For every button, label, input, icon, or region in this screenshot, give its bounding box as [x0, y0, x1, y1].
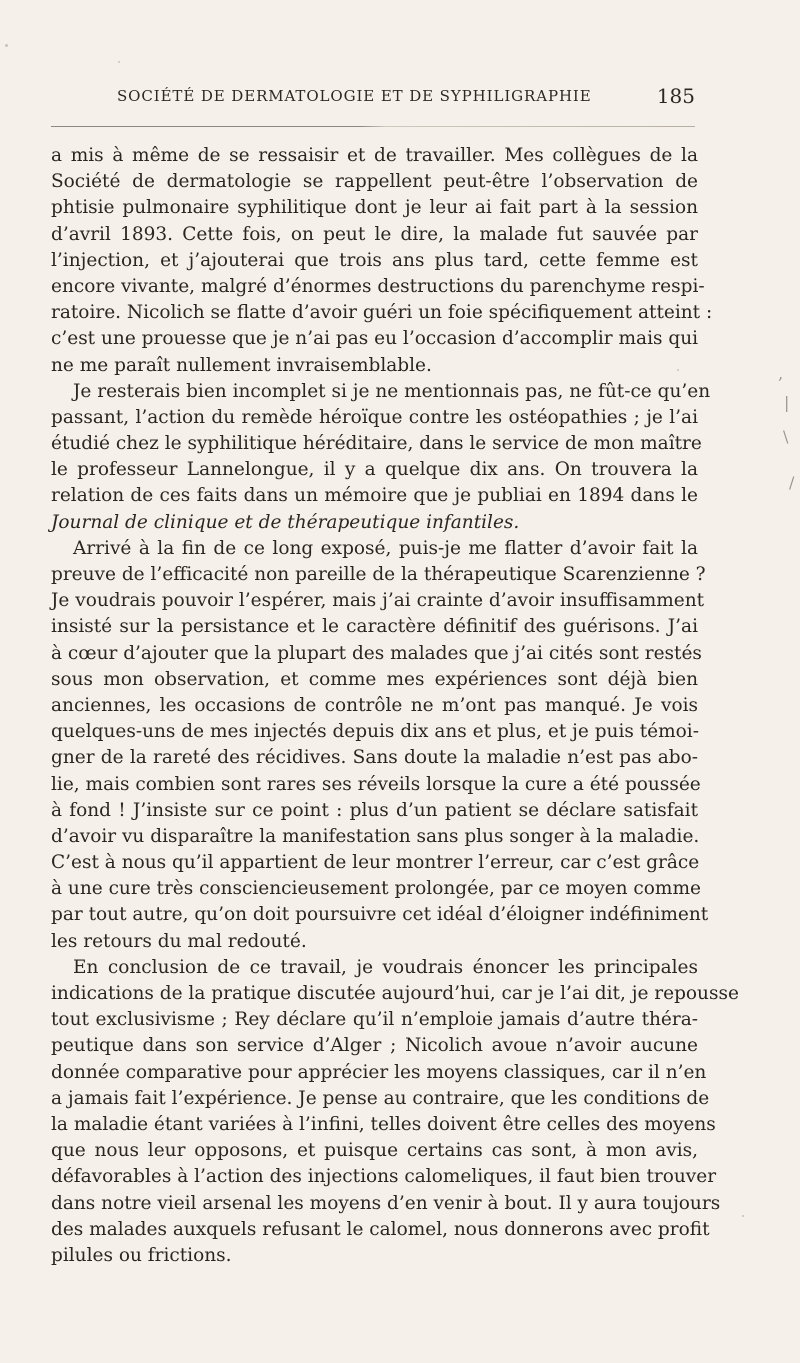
text-line: à une cure très consciencieusement prolongée, par ce moyen comme: [51, 878, 701, 900]
text-line: lie, mais combien sont rares ses réveils lorsque la cure a été poussée: [51, 773, 701, 795]
text-line: gner de la rareté des récidives. Sans doute la maladie n’est pas abo-: [51, 747, 698, 769]
text-line: la maladie étant variées à l’infini, telles doivent être celles des moyens: [51, 1113, 716, 1135]
text-line: sous mon observation, et comme mes expériences sont déjà bien: [51, 668, 698, 690]
text-line: ratoire. Nicolich se flatte d’avoir guéri un foie spécifiquement atteint :: [51, 302, 713, 324]
text-line: anciennes, les occasions de contrôle ne m’ont pas manqué. Je vois: [51, 694, 698, 716]
text-line: indications de la pratique discutée aujourd’hui, car je l’ai dit, je repousse: [51, 983, 739, 1004]
page-number: 185: [656, 84, 695, 108]
text-line: l’injection, et j’ajouterai que trois ans plus tard, cette femme est: [51, 249, 698, 271]
margin-marks: [774, 360, 800, 520]
text-line: d’avoir vu disparaître la manifestation sans plus songer à la maladie.: [51, 825, 700, 847]
text-line: phtisie pulmonaire syphilitique dont je leur ai fait part à la session: [51, 197, 698, 219]
text-line: Société de dermatologie se rappellent peut-être l’observation de: [51, 171, 698, 193]
text-line: défavorables à l’action des injections calomeliques, il faut bien trouver: [51, 1166, 717, 1188]
text-line: Je resterais bien incomplet si je ne mentionnais pas, ne fût-ce qu’en: [73, 380, 711, 402]
body-text: [51, 143, 739, 1269]
text-line: peutique dans son service d’Alger ; Nicolich avoue n’avoir aucune: [51, 1035, 698, 1057]
paper-speck: [742, 1215, 744, 1217]
text-line: quelques-uns de mes injectés depuis dix ans et plus, et je puis témoi-: [51, 721, 699, 743]
margin-mark-icon: |: [784, 393, 790, 412]
text-line: des malades auxquels refusant le calomel, nous donnerons avec profit: [51, 1218, 710, 1240]
text-line: par tout autre, qu’on doit poursuivre cet idéal d’éloigner indéfiniment: [51, 904, 709, 926]
text-line: à cœur d’ajouter que la plupart des malades que j’ai cités sont restés: [51, 642, 702, 664]
text-line: a jamais fait l’expérience. Je pense au contraire, que les conditions de: [51, 1087, 710, 1109]
text-line: Arrivé à la fin de ce long exposé, puis-je me flatter d’avoir fait la: [73, 537, 698, 559]
header-rule: [51, 126, 695, 127]
margin-mark-icon: /: [789, 473, 795, 492]
text-line: donnée comparative pour apprécier les moyens classiques, car il n’en: [51, 1061, 707, 1083]
text-line: d’avril 1893. Cette fois, on peut le dire, la malade fut sauvée par: [51, 223, 698, 245]
text-line: C’est à nous qu’il appartient de leur montrer l’erreur, car c’est grâce: [51, 852, 700, 874]
text-line: à fond ! J’insiste sur ce point : plus d’un patient se déclare satisfait: [51, 799, 698, 821]
text-line: a mis à même de se ressaisir et de travailler. Mes collègues de la: [51, 145, 698, 166]
text-line: étudié chez le syphilitique héréditaire, dans le service de mon maître: [51, 433, 702, 455]
text-line: le professeur Lannelongue, il y a quelque dix ans. On trouvera la: [51, 459, 698, 481]
text-line: c’est une prouesse que je n’ai pas eu l’occasion d’accomplir mais qui: [51, 328, 699, 350]
text-line: insisté sur la persistance et le caractère définitif des guérisons. J’ai: [51, 616, 698, 638]
text-line: ne me paraît nullement invraisemblable.: [51, 354, 432, 376]
paper-speck: [5, 44, 8, 47]
text-line: tout exclusivisme ; Rey déclare qu’il n’emploie jamais d’autre théra-: [51, 1009, 698, 1031]
text-line: preuve de l’efficacité non pareille de la thérapeutique Scarenzienne ?: [51, 564, 706, 585]
running-head: SOCIÉTÉ DE DERMATOLOGIE ET DE SYPHILIGRAPHIE: [117, 87, 592, 105]
text-line: encore vivante, malgré d’énormes destructions du parenchyme respi-: [51, 275, 705, 297]
margin-mark-icon: \: [783, 427, 789, 446]
text-line: dans notre vieil arsenal les moyens d’en venir à bout. Il y aura toujours: [51, 1192, 721, 1214]
text-line: pilules ou frictions.: [51, 1244, 232, 1266]
text-line: Je voudrais pouvoir l’espérer, mais j’ai crainte d’avoir insuffisamment: [51, 590, 705, 612]
text-line: relation de ces faits dans un mémoire que je publiai en 1894 dans le: [51, 485, 698, 507]
text-line: les retours du mal redouté.: [51, 930, 307, 952]
page-header: [51, 84, 695, 114]
paper-speck: [118, 61, 120, 63]
text-line: passant, l’action du remède héroïque contre les ostéopathies ; je l’ai: [51, 406, 698, 428]
margin-mark-icon: ‚: [778, 364, 784, 383]
text-line: que nous leur opposons, et puisque certains cas sont, à mon avis,: [51, 1140, 698, 1162]
text-line: Journal de clinique et de thérapeutique infantiles.: [51, 511, 520, 533]
text-line: En conclusion de ce travail, je voudrais énoncer les principales: [73, 956, 698, 978]
